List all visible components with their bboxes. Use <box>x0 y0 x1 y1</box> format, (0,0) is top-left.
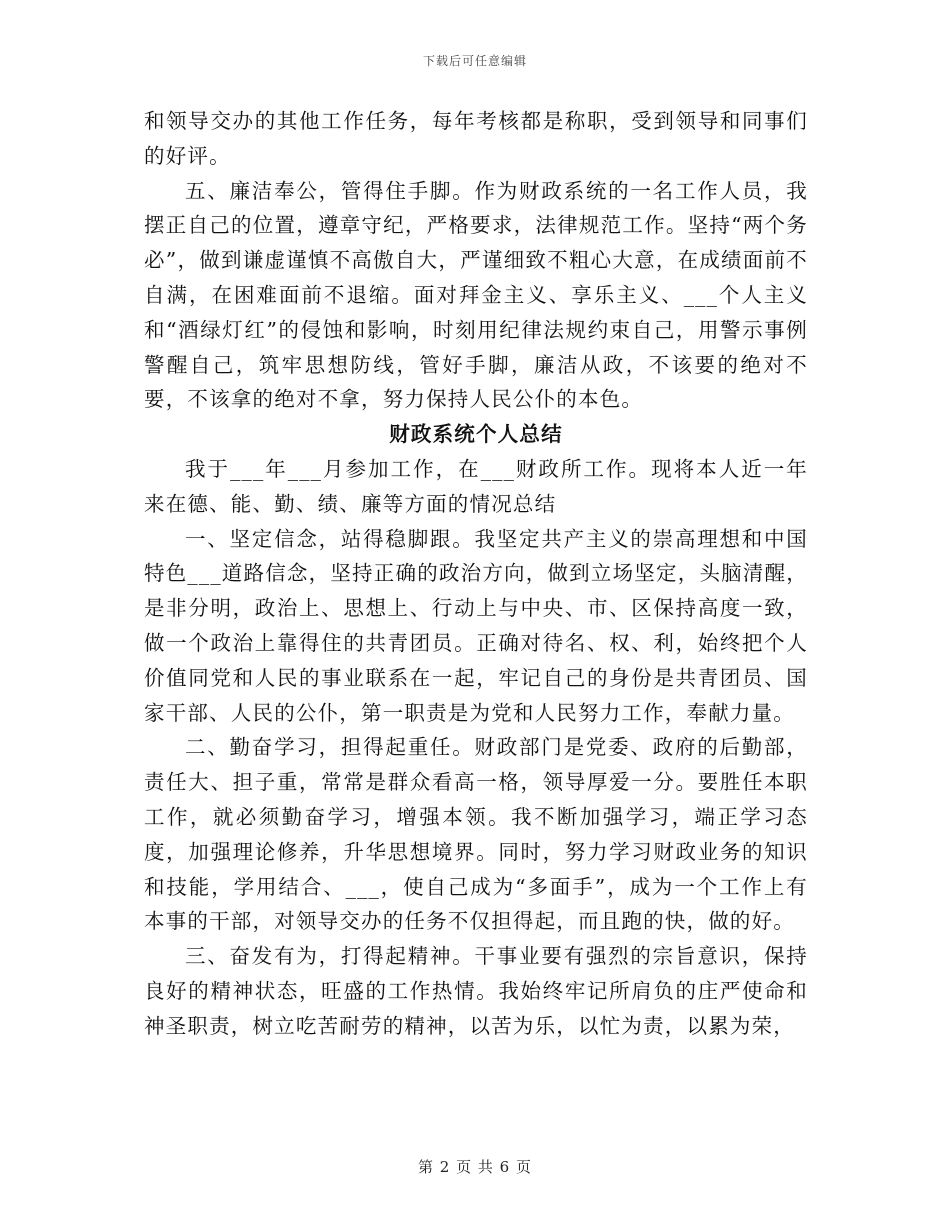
header-note: 下载后可任意编辑 <box>422 54 527 68</box>
document-body <box>144 104 808 1044</box>
paragraph-intro: 我于___年___月参加工作，在___财政所工作。现将本人近一年来在德、能、勤、绩、廉等方面的情况总结 <box>144 456 808 516</box>
paragraph-spirit: 三、奋发有为，打得起精神。干事业要有强烈的宗旨意识，保持良好的精神状态，旺盛的工作热情。我始终牢记所肩负的庄严使命和神圣职责，树立吃苦耐劳的精神，以苦为乐，以忙为责，以累为荣， <box>144 944 808 1038</box>
paragraph-belief: 一、坚定信念，站得稳脚跟。我坚定共产主义的崇高理想和中国特色___道路信念，坚持正确的政治方向，做到立场坚定，头脑清醒，是非分明，政治上、思想上、行动上与中央、市、区保持高度一致，做一个政治上靠得住的共青团员。正确对待名、权、利，始终把个人价值同党和人民的事业联系在一起，牢记自己的身份是共青团员、国家干部、人民的公仆，第一职责是为党和人民努力工作，奉献力量。 <box>144 526 808 725</box>
paragraph-study: 二、勤奋学习，担得起重任。财政部门是党委、政府的后勤部，责任大、担子重，常常是群众看高一格，领导厚爱一分。要胜任本职工作，就必须勤奋学习，增强本领。我不断加强学习，端正学习态度，加强理论修养，升华思想境界。同时，努力学习财政业务的知识和技能，学用结合、___，使自己成为“多面手”，成为一个工作上有本事的干部，对领导交办的任务不仅担得起，而且跑的快，做的好。 <box>144 735 808 934</box>
paragraph-integrity: 五、廉洁奉公，管得住手脚。作为财政系统的一名工作人员，我摆正自己的位置，遵章守纪，严格要求，法律规范工作。坚持“两个务必”，做到谦虚谨慎不高傲自大，严谨细致不粗心大意，在成绩面前不自满，在困难面前不退缩。面对拜金主义、享乐主义、___个人主义和“酒绿灯红”的侵蚀和影响，时刻用纪律法规约束自己，用警示事例警醒自己，筑牢思想防线，管好手脚，廉洁从政，不该要的绝对不要，不该拿的绝对不拿，努力保持人民公仆的本色。 <box>144 178 808 412</box>
section-title: 财政系统个人总结 <box>389 422 563 447</box>
paragraph-continuation: 和领导交办的其他工作任务，每年考核都是称职，受到领导和同事们的好评。 <box>144 109 808 168</box>
page-number: 第 2 页 共 6 页 <box>418 1158 532 1176</box>
